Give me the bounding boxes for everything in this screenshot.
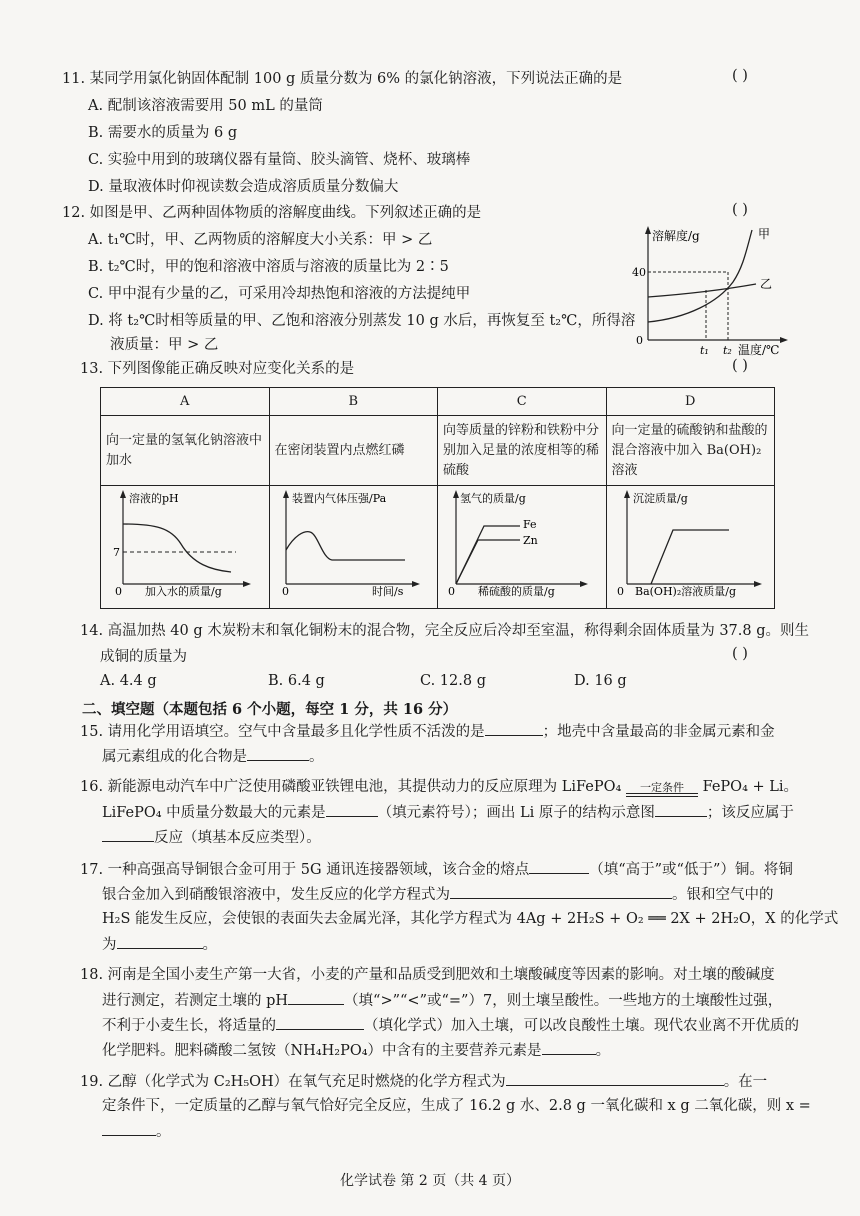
graph-d-origin: 0 (616, 585, 624, 599)
label-jia: 甲 (758, 227, 771, 241)
q17-blank-1[interactable] (529, 858, 589, 874)
q12-option-b: B. t₂℃时，甲的饱和溶液中溶质与溶液的质量比为 2∶5 (88, 259, 449, 275)
graph-b-origin: 0 (281, 585, 289, 599)
solubility-curve-chart (628, 222, 798, 360)
q19-blank-2[interactable] (102, 1120, 156, 1136)
q12-option-d-line2: 液质量：甲 > 乙 (110, 337, 219, 353)
q18-line2: 进行测定，若测定土壤的 pH （填“>”“<”或“=”）7，则土壤呈酸性。一些地方的土壤酸性过强， (102, 989, 782, 1012)
graph-d-xlabel: Ba(OH)₂溶液质量/g (634, 585, 736, 599)
q18-blank-2[interactable] (276, 1014, 364, 1030)
graph-a-ph (101, 486, 257, 598)
graph-a-tick-7: 7 (113, 546, 120, 560)
q15-blank-1[interactable] (485, 720, 543, 736)
graph-cell-c (438, 486, 607, 609)
chart-xlabel: 温度/℃ (738, 343, 780, 357)
q13-stem: 13. 下列图像能正确反映对应变化关系的是 (80, 361, 355, 377)
ph-curve (123, 524, 231, 572)
tick-t1: t₁ (700, 344, 709, 357)
q12-option-a: A. t₁℃时，甲、乙两物质的溶解度大小关系：甲 > 乙 (88, 232, 433, 248)
graph-d-ylabel: 沉淀质量/g (632, 492, 688, 506)
q11-option-b: B. 需要水的质量为 6 g (88, 125, 238, 141)
graph-cell-a (101, 486, 270, 609)
q18-blank-3[interactable] (542, 1039, 596, 1055)
q19-line3: 。 (102, 1120, 171, 1143)
q16-line3: 反应（填基本反应类型）。 (102, 826, 321, 849)
curve-jia (648, 230, 752, 322)
q17-line4: 为 。 (102, 933, 217, 956)
graph-d-precipitate (607, 486, 777, 598)
reaction-condition-arrow: 一定条件 (626, 782, 698, 797)
q18-line4: 化学肥料。肥料磷酸二氢铵（NH₄H₂PO₄）中含有的主要营养元素是 。 (102, 1039, 610, 1062)
graph-a-ylabel: 溶液的pH (129, 492, 179, 506)
pressure-curve (286, 532, 405, 560)
q14-stem-line2: 成铜的质量为 (100, 649, 187, 665)
q17-line2: 银合金加入到硝酸银溶液中，发生反应的化学方程式为 。银和空气中的 (102, 883, 774, 906)
tick-t2: t₂ (723, 344, 732, 357)
desc-a: 向一定量的氢氧化钠溶液中加水 (101, 416, 270, 486)
q15-blank-2[interactable] (247, 745, 309, 761)
q17-line3: H₂S 能发生反应，会使银的表面失去金属光泽，其化学方程式为 4Ag + 2H₂S + O₂ ══ 2X + 2H₂O，X 的化学式 (102, 911, 839, 927)
q18-line1: 18. 河南是全国小麦生产第一大省，小麦的产量和品质受到肥效和土壤酸碱度等因素的影响。对土壤的酸碱度 (80, 967, 775, 983)
page-footer: 化学试卷 第 2 页（共 4 页） (339, 1173, 521, 1189)
q18-line3: 不利于小麦生长，将适量的 （填化学式）加入土壤，可以改良酸性土壤。现代农业离不开优质的 (102, 1014, 799, 1037)
header-c: C (438, 388, 607, 416)
q12-stem: 12. 如图是甲、乙两种固体物质的溶解度曲线。下列叙述正确的是 (62, 205, 482, 221)
header-a: A (101, 388, 270, 416)
q15-line2: 属元素组成的化合物是 。 (102, 745, 324, 768)
q11-option-d: D. 量取液体时仰视读数会造成溶质质量分数偏大 (88, 179, 399, 195)
graph-cell-b (269, 486, 438, 609)
q12-option-d-line1: D. 将 t₂℃时相等质量的甲、乙饱和溶液分别蒸发 10 g 水后，再恢复至 t₂℃，所得溶 (88, 313, 636, 329)
q18-blank-1[interactable] (288, 989, 344, 1005)
q17-blank-3[interactable] (117, 933, 203, 949)
graph-a-origin: 0 (115, 585, 122, 599)
precipitate-line (651, 530, 729, 584)
graph-c-hydrogen (438, 486, 594, 598)
section-title: 二、填空题（本题包括 6 个小题，每空 1 分，共 16 分） (82, 701, 458, 718)
q16-line1: 16. 新能源电动汽车中广泛使用磷酸亚铁锂电池，其提供动力的反应原理为 LiFePO₄ 一定条件 FePO₄ + Li。 (80, 779, 799, 795)
q14-stem-line1: 14. 高温加热 40 g 木炭粉末和氧化铜粉末的混合物，完全反应后冷却至室温，称得剩余固体质量为 37.8 g。则生 (80, 623, 810, 639)
q11-option-a: A. 配制该溶液需要用 50 mL 的量筒 (88, 98, 323, 114)
graph-cell-d (606, 486, 775, 609)
y-axis-arrow (645, 226, 651, 234)
q14-answer-paren: ( ) (732, 646, 748, 662)
q16-blank-3[interactable] (102, 826, 154, 842)
q11-answer-paren: ( ) (732, 68, 748, 84)
q11-stem: 11. 某同学用氯化钠固体配制 100 g 质量分数为 6% 的氯化钠溶液，下列说法正确的是 (62, 71, 623, 87)
q13-options-table (100, 387, 775, 609)
graph-b-pressure (270, 486, 426, 598)
label-yi: 乙 (760, 277, 773, 291)
q19-line2: 定条件下，一定质量的乙醇与氧气恰好完全反应，生成了 16.2 g 水、2.8 g 一氧化碳和 x g 二氧化碳，则 x = (102, 1098, 811, 1114)
q16-blank-1[interactable] (326, 801, 378, 817)
q16-line2: LiFePO₄ 中质量分数最大的元素是 （填元素符号）；画出 Li 原子的结构示意图 ；该反应属于 (102, 801, 794, 824)
q19-line1: 19. 乙醇（化学式为 C₂H₅OH）在氧气充足时燃烧的化学方程式为 。在一 (80, 1070, 767, 1093)
chart-ylabel: 溶解度/g (652, 229, 700, 243)
q17-blank-2[interactable] (450, 883, 672, 899)
q16-blank-2[interactable] (655, 801, 707, 817)
graph-b-xlabel: 时间/s (371, 585, 403, 599)
q14-option-a: A. 4.4 g (100, 673, 157, 689)
graph-c-zn: Zn (523, 534, 538, 548)
q12-option-c: C. 甲中混有少量的乙，可采用冷却热饱和溶液的方法提纯甲 (88, 286, 471, 302)
q12-answer-paren: ( ) (732, 202, 748, 218)
q14-option-b: B. 6.4 g (268, 673, 325, 689)
tick-40: 40 (632, 266, 646, 279)
q11-option-c: C. 实验中用到的玻璃仪器有量筒、胶头滴管、烧杯、玻璃棒 (88, 152, 471, 168)
q17-line1: 17. 一种高强高导铜银合金可用于 5G 通讯连接器领域，该合金的熔点 （填“高于”或“低于”）铜。将铜 (80, 858, 793, 881)
graph-c-fe: Fe (523, 518, 537, 532)
q15-line1: 15. 请用化学用语填空。空气中含量最多且化学性质不活泼的是 ；地壳中含量最高的非金属元素和金 (80, 720, 775, 743)
header-b: B (269, 388, 438, 416)
header-d: D (606, 388, 775, 416)
graph-c-ylabel: 氢气的质量/g (460, 492, 526, 506)
fe-line (456, 526, 520, 584)
curve-yi (648, 284, 756, 297)
graph-c-xlabel: 稀硫酸的质量/g (478, 585, 555, 599)
zn-line (456, 540, 520, 584)
q19-blank-1[interactable] (506, 1070, 724, 1086)
desc-d: 向一定量的硫酸钠和盐酸的混合溶液中加入 Ba(OH)₂ 溶液 (606, 416, 775, 486)
graph-b-ylabel: 装置内气体压强/Pa (291, 492, 386, 506)
q14-option-c: C. 12.8 g (420, 673, 486, 689)
graph-c-origin: 0 (448, 585, 455, 599)
graph-a-xlabel: 加入水的质量/g (145, 585, 222, 599)
desc-b: 在密闭装置内点燃红磷 (269, 416, 438, 486)
origin-label: 0 (636, 334, 643, 347)
desc-c: 向等质量的锌粉和铁粉中分别加入足量的浓度相等的稀硫酸 (438, 416, 607, 486)
x-axis-arrow (780, 337, 788, 343)
q14-option-d: D. 16 g (574, 673, 627, 689)
q13-answer-paren: ( ) (732, 358, 748, 374)
